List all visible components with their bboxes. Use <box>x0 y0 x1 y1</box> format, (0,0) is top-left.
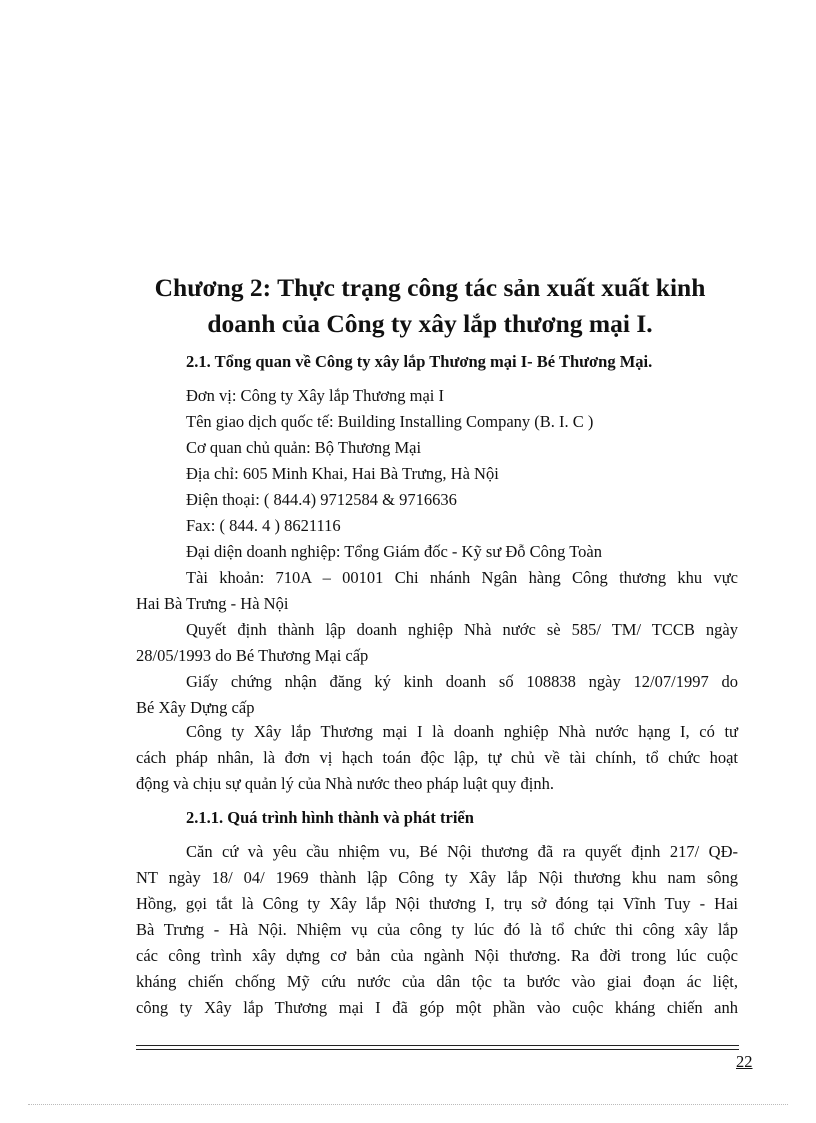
unit-line: Đơn vị: Công ty Xây lắp Thương mại I <box>186 386 444 405</box>
chapter-title <box>120 270 740 342</box>
history-line-3: Hồng, gọi tắt là Công ty Xây lắp Nội thương I, trụ sở đóng tại Vĩnh Tuy - Hai <box>136 894 738 913</box>
intro-line-2: cách pháp nhân, là đơn vị hạch toán độc lập, tự chủ về tài chính, tổ chức hoạt <box>136 748 738 767</box>
license-line-2: Bé Xây Dựng cấp <box>136 698 255 717</box>
decision-line-1: Quyết định thành lập doanh nghiệp Nhà nước sè 585/ TM/ TCCB ngày <box>186 620 738 639</box>
decision-line-2: 28/05/1993 do Bé Thương Mại cấp <box>136 646 369 665</box>
agency-line: Cơ quan chủ quản: Bộ Thương Mại <box>186 438 422 457</box>
chapter-title-line-1: Chương 2: Thực trạng công tác sản xuất xuất kinh <box>154 273 706 302</box>
history-line-2: NT ngày 18/ 04/ 1969 thành lập Công ty Xây lắp Nội thương khu nam sông <box>136 868 738 887</box>
phone-line: Điện thoại: ( 844.4) 9712584 & 9716636 <box>186 490 457 509</box>
fax-line: Fax: ( 844. 4 ) 8621116 <box>186 516 341 535</box>
history-line-4: Bà Trưng - Hà Nội. Nhiệm vụ của công ty lúc đó là tổ chức thi công xây lắp <box>136 920 738 939</box>
section-title: 2.1. Tổng quan về Công ty xây lắp Thương mại I- Bé Thương Mại. <box>186 352 653 371</box>
history-line-1: Căn cứ và yêu cầu nhiệm vu, Bé Nội thương đã ra quyết định 217/ QĐ- <box>186 842 738 861</box>
account-line-2: Hai Bà Trưng - Hà Nội <box>136 594 289 613</box>
intro-line-1: Công ty Xây lắp Thương mại I là doanh nghiệp Nhà nước hạng I, có tư <box>186 722 738 741</box>
page-number: 22 <box>736 1052 753 1071</box>
footer-rule-top <box>136 1045 739 1046</box>
history-line-5: các công trình xây dựng cơ bản của ngành Nội thương. Ra đời trong lúc cuộc <box>136 946 738 965</box>
history-line-6: kháng chiến chống Mỹ cứu nước của dân tộc ta bước vào giai đoạn ác liệt, <box>136 972 738 991</box>
subsection-title: 2.1.1. Quá trình hình thành và phát triển <box>186 808 474 827</box>
page-bottom-dotted-line <box>28 1104 788 1105</box>
representative-line: Đại diện doanh nghiệp: Tổng Giám đốc - Kỹ sư Đỗ Công Toàn <box>186 542 602 561</box>
chapter-title-line-2: doanh của Công ty xây lắp thương mại I. <box>207 309 653 338</box>
history-line-7: công ty Xây lắp Thương mại I đã góp một phần vào cuộc kháng chiến anh <box>136 998 738 1017</box>
intl-name-line: Tên giao dịch quốc tế: Building Installing Company (B. I. C ) <box>186 412 594 431</box>
account-line-1: Tài khoản: 710A – 00101 Chi nhánh Ngân hàng Công thương khu vực <box>186 568 738 587</box>
intro-line-3: động và chịu sự quản lý của Nhà nước theo pháp luật quy định. <box>136 774 554 793</box>
address-line: Địa chỉ: 605 Minh Khai, Hai Bà Trưng, Hà Nội <box>186 464 499 483</box>
footer-rule-bottom <box>136 1049 739 1050</box>
license-line-1: Giấy chứng nhận đăng ký kinh doanh số 108838 ngày 12/07/1997 do <box>186 672 738 691</box>
